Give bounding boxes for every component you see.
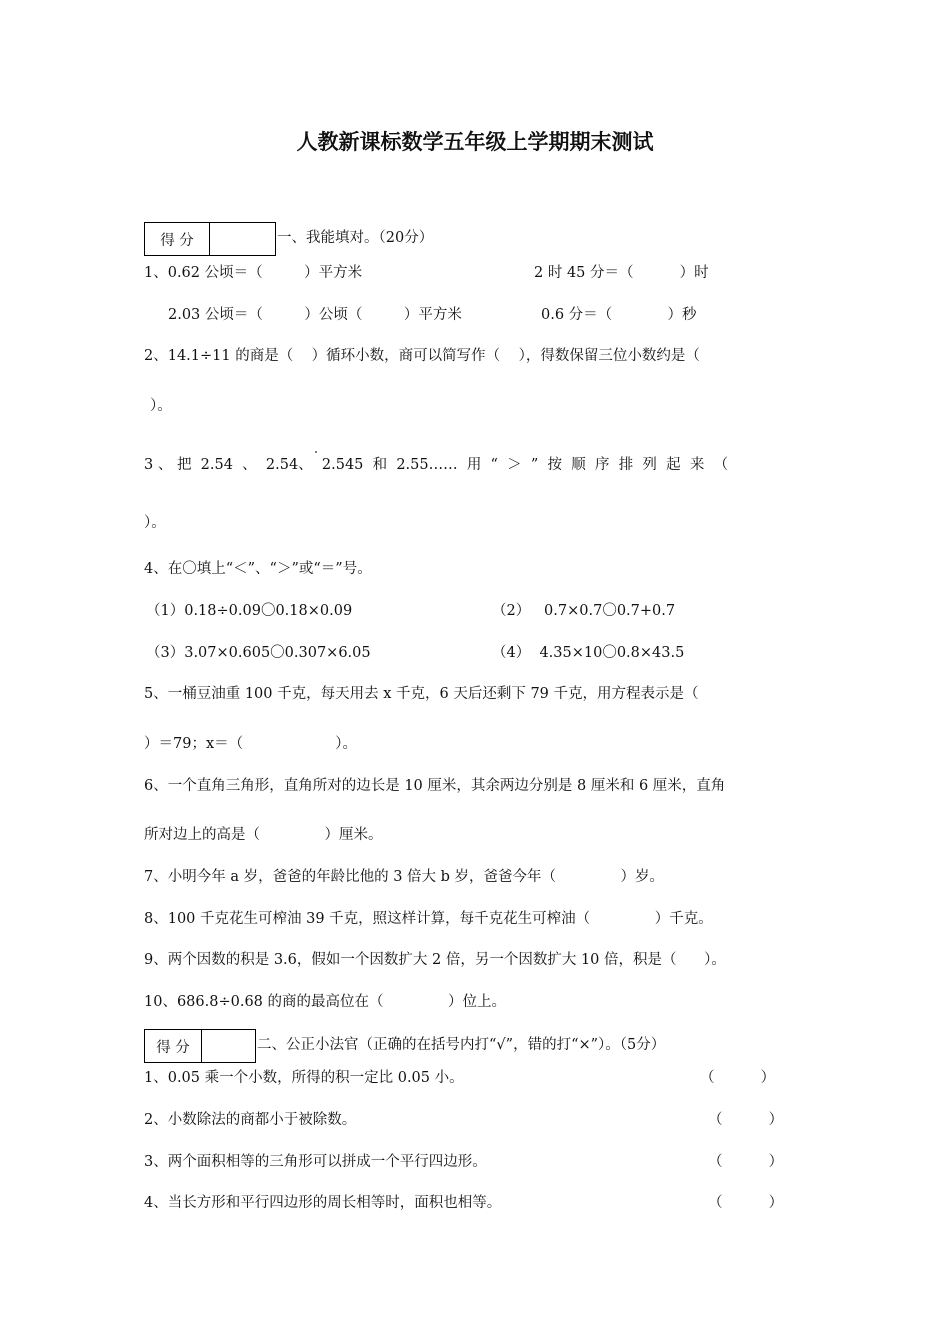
question-4-2: （2） 0.7×0.7〇0.7+0.7	[492, 603, 676, 619]
question-3b: ）。	[144, 515, 166, 531]
question-4: 4、在〇填上“＜”、“＞”或“＝”号。	[144, 561, 372, 577]
question-2b: ）。	[150, 398, 172, 414]
page-title: 人教新课标数学五年级上学期期末测试	[296, 130, 654, 154]
score-blank[interactable]	[202, 1030, 255, 1062]
section-2-heading: 二、公正小法官（正确的在括号内打“√”，错的打“×”）。（5分）	[257, 1037, 666, 1053]
question-6b: 所对边上的高是（ ）厘米。	[144, 827, 383, 843]
judge-bracket-1[interactable]: （ ）	[700, 1070, 776, 1086]
question-7: 7、小明今年 a 岁，爸爸的年龄比他的 3 倍大 b 岁，爸爸今年（ ）岁。	[144, 869, 665, 885]
question-5a: 5、一桶豆油重 100 千克，每天用去 x 千克，6 天后还剩下 79 千克，用方程表示是（	[144, 686, 699, 702]
score-blank[interactable]	[210, 223, 275, 255]
score-box-2	[144, 1029, 256, 1063]
question-1a: 1、0.62 公顷＝（ ）平方米	[144, 265, 363, 281]
judge-bracket-2[interactable]: （ ）	[708, 1112, 784, 1128]
repeating-decimal-dot	[315, 451, 317, 453]
section-1-heading: 一、我能填对。（20分）	[277, 230, 434, 246]
score-label: 得 分	[145, 223, 210, 255]
question-10: 10、686.8÷0.68 的商的最高位在（ ）位上。	[144, 994, 507, 1010]
question-4-4: （4） 4.35×10〇0.8×43.5	[492, 645, 685, 661]
question-3a: 3 、 把 2.54 、 2.54、 2.545 和 2.55…… 用 “ ＞ ” 按 顺 序 排 列 起 来 （	[144, 457, 729, 473]
question-4-3: （3）3.07×0.605〇0.307×6.05	[146, 645, 371, 661]
judge-item-3: 3、两个面积相等的三角形可以拼成一个平行四边形。	[144, 1154, 487, 1170]
question-1c: 2.03 公顷＝（ ）公顷（ ）平方米	[168, 307, 462, 323]
question-6a: 6、一个直角三角形，直角所对的边长是 10 厘米，其余两边分别是 8 厘米和 6 厘米，直角	[144, 778, 726, 794]
judge-item-4: 4、当长方形和平行四边形的周长相等时，面积也相等。	[144, 1195, 502, 1211]
question-9: 9、两个因数的积是 3.6，假如一个因数扩大 2 倍，另一个因数扩大 10 倍，积是（ ）。	[144, 952, 726, 968]
judge-item-1: 1、0.05 乘一个小数，所得的积一定比 0.05 小。	[144, 1070, 464, 1086]
question-8: 8、100 千克花生可榨油 39 千克，照这样计算，每千克花生可榨油（ ）千克。	[144, 911, 713, 927]
question-1b: 2 时 45 分＝（ ）时	[534, 265, 709, 281]
score-label: 得 分	[145, 1030, 202, 1062]
question-4-1: （1）0.18÷0.09〇0.18×0.09	[146, 603, 353, 619]
judge-bracket-3[interactable]: （ ）	[708, 1154, 784, 1170]
judge-bracket-4[interactable]: （ ）	[708, 1195, 784, 1211]
judge-item-2: 2、小数除法的商都小于被除数。	[144, 1112, 357, 1128]
question-1d: 0.6 分＝（ ）秒	[541, 307, 697, 323]
score-box-1	[144, 222, 276, 256]
question-5b: ）＝79；x＝（ ）。	[144, 736, 358, 752]
question-2a: 2、14.1÷11 的商是（ ）循环小数，商可以简写作（ ），得数保留三位小数约是（	[144, 348, 700, 364]
